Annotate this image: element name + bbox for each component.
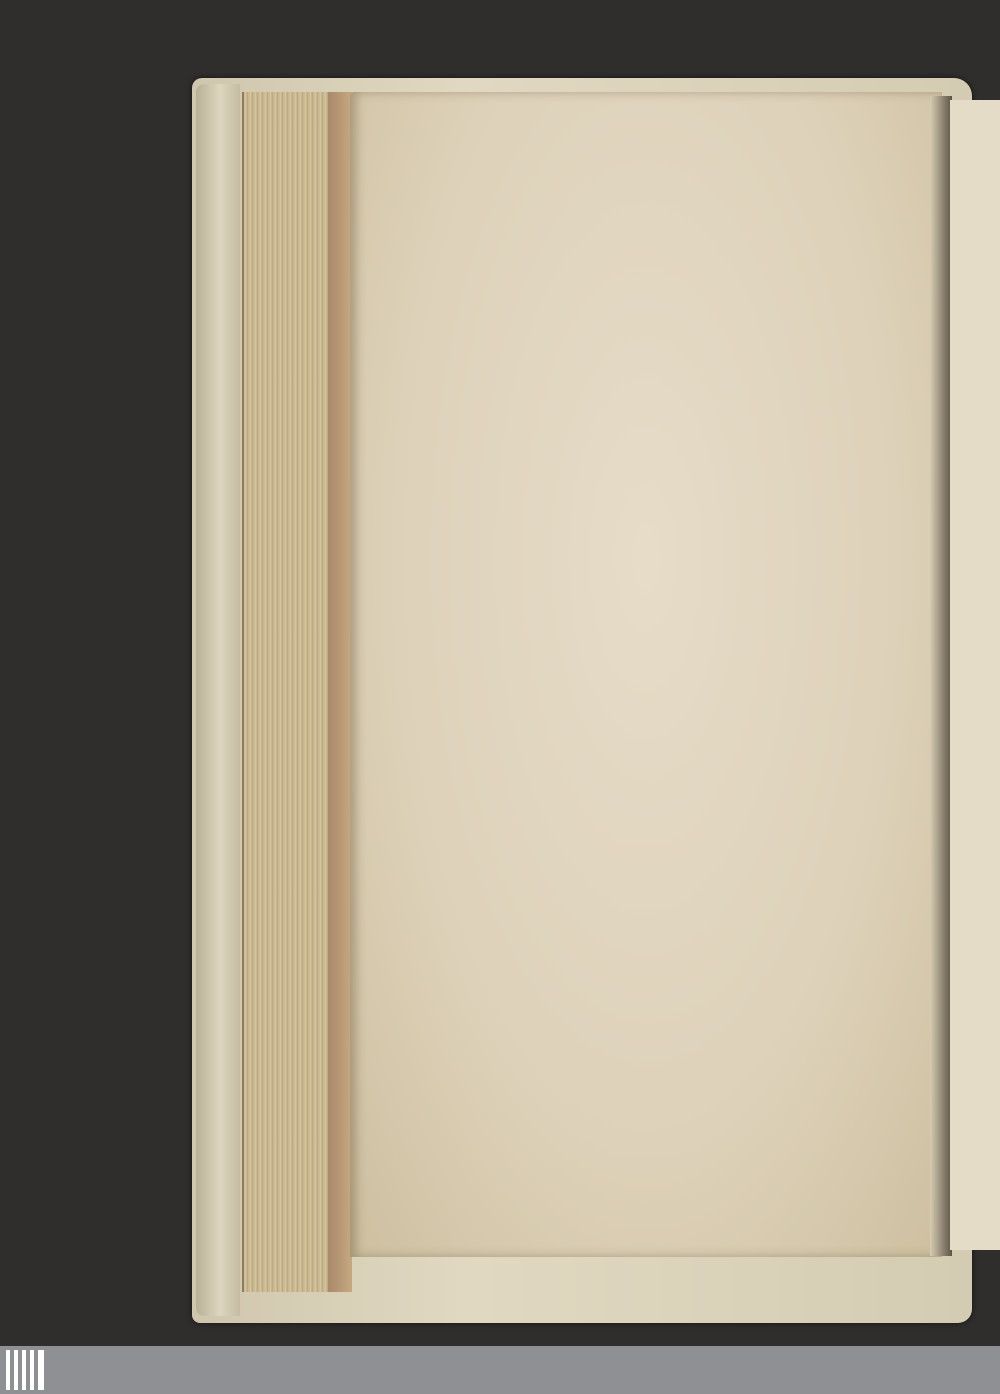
page-header <box>384 135 924 167</box>
book-spine-edge <box>196 84 240 1316</box>
library-logo-icon <box>6 1350 46 1390</box>
left-page <box>350 92 942 1257</box>
book-gutter <box>930 96 952 1256</box>
library-footer-bar <box>0 1346 1000 1394</box>
right-page-fragment <box>950 100 1000 1250</box>
page-edges-inner <box>328 92 352 1292</box>
